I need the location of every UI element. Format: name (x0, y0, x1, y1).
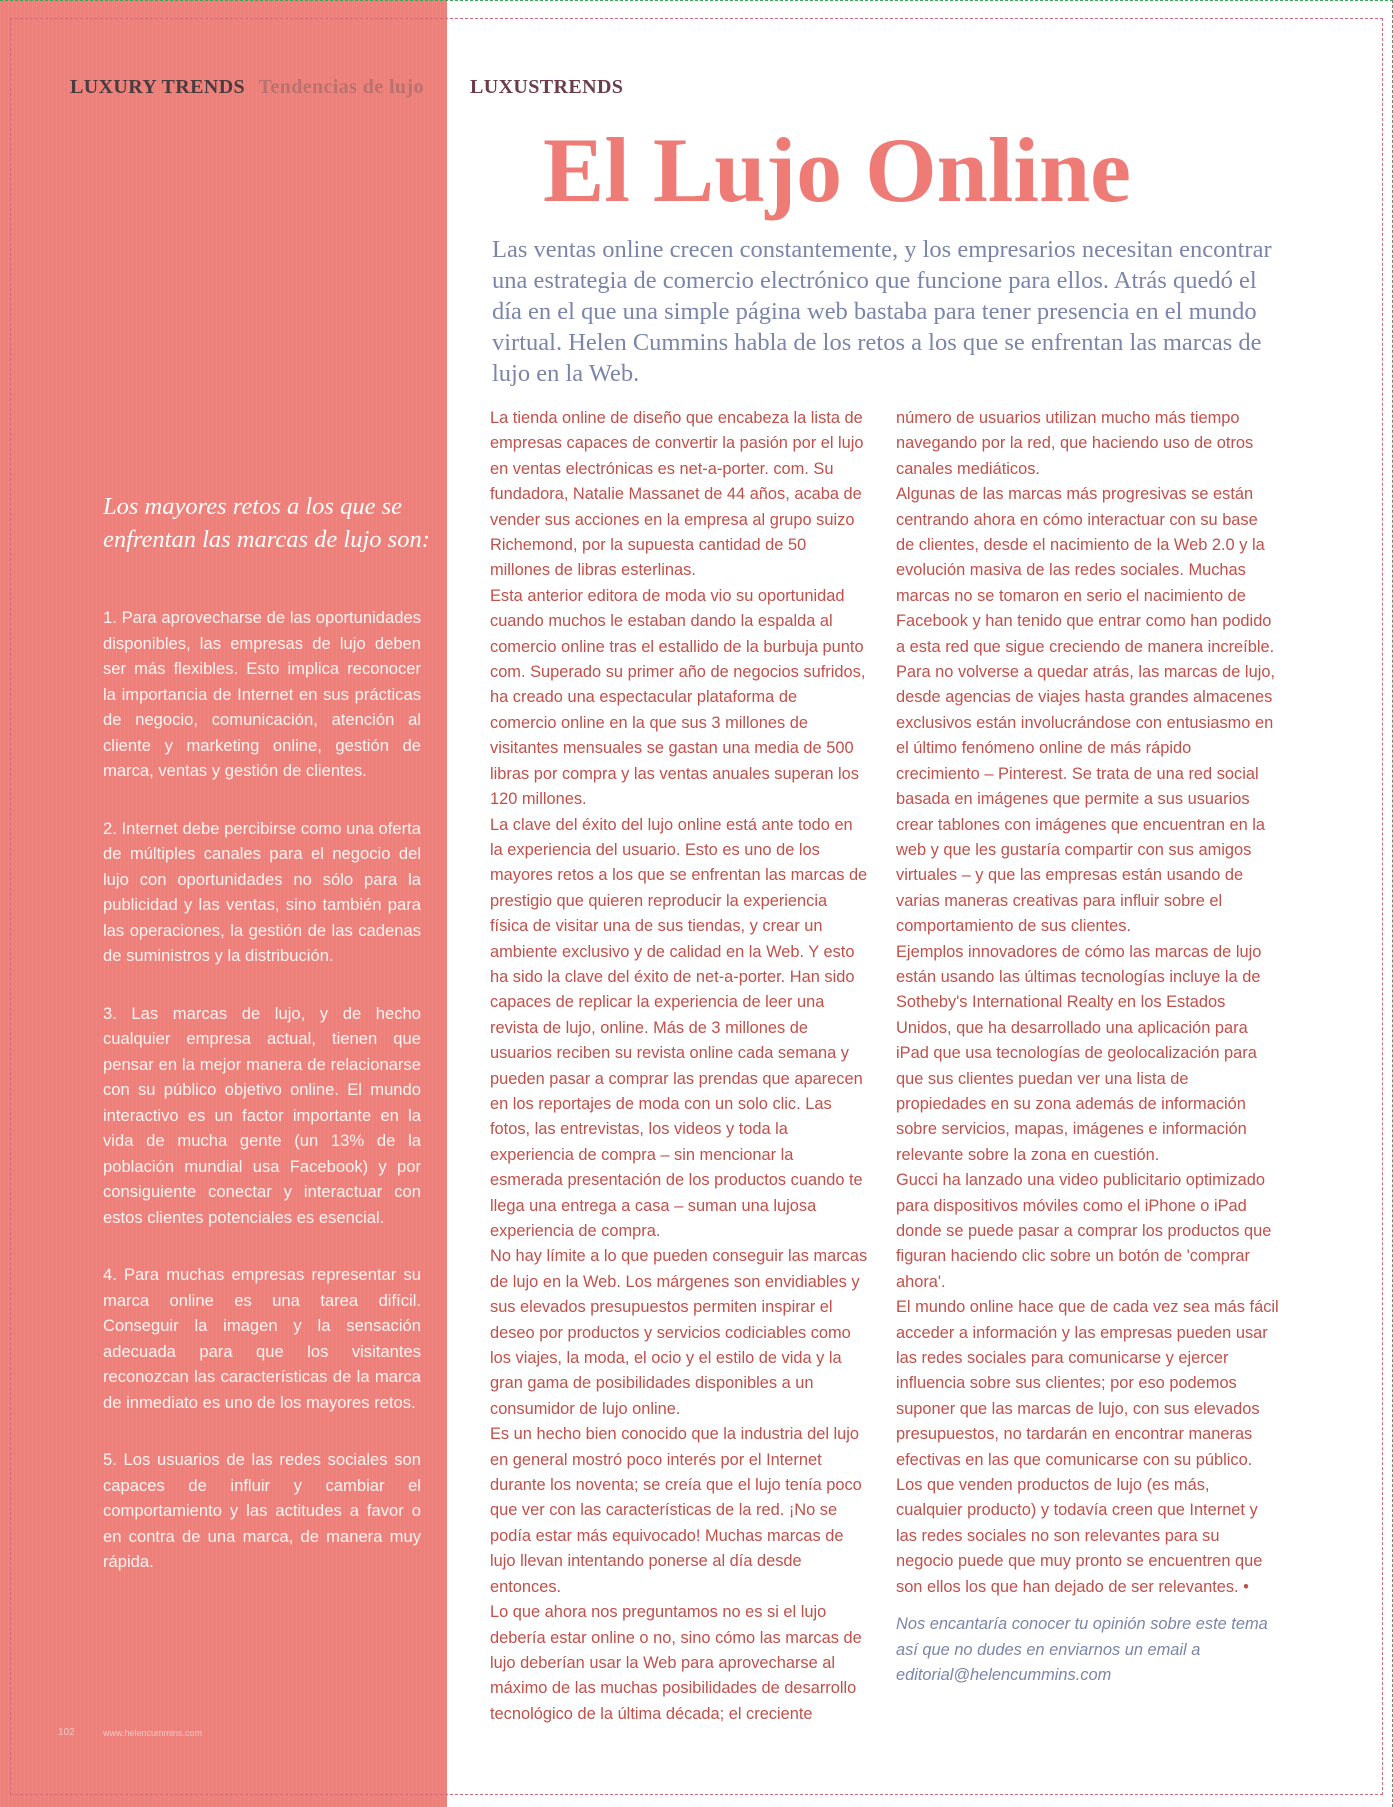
section-label-de: LUXUSTRENDS (470, 76, 624, 98)
section-header (70, 76, 624, 99)
sidebar-item: 4. Para muchas empresas representar su marca online es una tarea difícil. Conseguir la imagen y la sensación adecuada para que los visitantes reconozcan las características de la marca de inmediato es uno de los mayores retos. (103, 1265, 421, 1412)
sidebar-item: 2. Internet debe percibirse como una oferta de múltiples canales para el negocio del lujo con oportunidades no sólo para la publicidad y las ventas, sino también para las operaciones, la gestión de las cadenas de suministros y la distribución. (103, 818, 421, 965)
section-label-es: Tendencias de lujo (258, 76, 424, 98)
body-paragraph: La clave del éxito del lujo online está ante todo en la experiencia del usuario. Esto es uno de los mayores retos a los que se enfrentan las marcas de prestigio que quieren reproducir la experiencia física de visitar una de sus tiendas, y crear un ambiente exclusivo y de calidad en la Web. Y esto ha sido la clave del éxito de net-a-porter. Han sido capaces de replicar la experiencia de leer una revista de lujo, online. Más de 3 millones de usuarios reciben su revista online cada semana y pueden pasar a comprar las prendas que aparecen en los reportajes de moda con un solo clic. Las fotos, las entrevistas, los videos y toda la experiencia de compra – sin mencionar la esmerada presentación de los productos cuando te llega una entrega a casa – suman una lujosa experiencia de compra. (490, 815, 868, 1240)
body-column-2 (896, 406, 1279, 1688)
body-paragraph: Ejemplos innovadores de cómo las marcas de lujo están usando las últimas tecnologías incluye la de Sotheby's International Realty en los Estados Unidos, que ha desarrollado una aplicación para iPad que usa tecnologías de geolocalización para que sus clientes puedan ver una lista de propiedades en su zona además de información sobre servicios, mapas, imágenes e información relevante sobre la zona en cuestión. (896, 942, 1262, 1164)
article-signoff: Nos encantaría conocer tu opinión sobre este tema así que no dudes en enviarnos un email a editorial@helencummins.com (896, 1615, 1268, 1684)
section-label-en: LUXURY TRENDS (70, 76, 246, 98)
body-paragraph: Es un hecho bien conocido que la industria del lujo en general mostró poco interés por el Internet durante los noventa; se creía que el lujo tenía poco que ver con las características de la red. ¡No se podía estar más equivocado! Muchas marcas de lujo llevan intentando ponerse al día desde entonces. (490, 1425, 862, 1596)
body-paragraph: Gucci ha lanzado una video publicitario optimizado para dispositivos móviles como el iPhone o iPad donde se puede pasar a comprar los productos que figuran haciendo clic sobre un botón de 'comprar ahora'. (896, 1171, 1272, 1291)
body-paragraph: Algunas de las marcas más progresivas se están centrando ahora en cómo interactuar con su base de clientes, desde el nacimiento de la Web 2.0 y la evolución masiva de las redes sociales. Muchas marcas no se tomaron en serio el nacimiento de Facebook y han tenido que entrar como han podido a esta red que sigue creciendo de manera increíble. (896, 485, 1275, 656)
body-paragraph: número de usuarios utilizan mucho más tiempo navegando por la red, que haciendo uso de otros canales mediáticos. (896, 409, 1254, 478)
body-column-1 (490, 406, 868, 1727)
body-paragraph: Esta anterior editora de moda vio su oportunidad cuando muchos le estaban dando la espalda al comercio online tras el estallido de la burbuja punto com. Superado su primer año de negocios sufridos, ha creado una espectacular plataforma de comercio online en la que sus 3 millones de visitantes mensuales se gastan una media de 500 libras por compra y las ventas anuales superan los 120 millones. (490, 586, 866, 809)
body-paragraph: Para no volverse a quedar atrás, las marcas de lujo, desde agencias de viajes hasta grandes almacenes exclusivos están involucrándose con entusiasmo en el último fenómeno online de más rápido crecimiento – Pinterest. Se trata de una red social basada en imágenes que permite a sus usuarios crear tablones con imágenes que encuentran en la web y que les gustaría compartir con sus amigos virtuales – y que las empresas están usando de varias maneras creativas para influir sobre el comportamiento de sus clientes. (896, 663, 1276, 936)
sidebar-item: 3. Las marcas de lujo, y de hecho cualquier empresa actual, tienen que pensar en la mejor manera de relacionarse con su público objetivo online. El mundo interactivo es un factor importante en la vida de mucha gente (un 13% de la población mundial usa Facebook) y por consiguiente conectar y interactuar con estos clientes potenciales es esencial. (103, 1003, 421, 1227)
sidebar-heading: Los mayores retos a los que se enfrentan las marcas de lujo son: (103, 493, 430, 553)
body-paragraph: Los que venden productos de lujo (es más, cualquier producto) y todavía creen que Internet y las redes sociales no son relevantes para su negocio puede que muy pronto se encuentren que son ellos los que han dejado de ser relevantes. • (896, 1476, 1263, 1596)
sidebar-item: 5. Los usuarios de las redes sociales son capaces de influir y cambiar el comportamiento y las actitudes a favor o en contra de una marca, de manera muy rápida. (103, 1450, 421, 1571)
body-paragraph: No hay límite a lo que pueden conseguir las marcas de lujo en la Web. Los márgenes son envidiables y sus elevados presupuestos permiten inspirar el deseo por productos y servicios codiciables como los viajes, la moda, el ocio y el estilo de vida y la gran gama de posibilidades disponibles a un consumidor de lujo online. (490, 1247, 868, 1418)
body-paragraph: La tienda online de diseño que encabeza la lista de empresas capaces de convertir la pasión por el lujo en ventas electrónicas es net-a-porter. com. Su fundadora, Natalie Massanet de 44 años, acaba de vender sus acciones en la empresa al grupo suizo Richemond, por la supuesta cantidad de 50 millones de libras esterlinas. (490, 409, 864, 580)
article-title: El Lujo Online (543, 119, 1131, 221)
article-lede: Las ventas online crecen constantemente, y los empresarios necesitan encontrar una estrategia de comercio electrónico que funcione para ellos. Atrás quedó el día en el que una simple página web bastaba para tener presencia en el mundo virtual. Helen Cummins habla de los retos a los que se enfrentan las marcas de lujo en la Web. (492, 236, 1272, 387)
body-paragraph: El mundo online hace que de cada vez sea más fácil acceder a información y las empresas pueden usar las redes sociales para comunicarse y ejercer influencia sobre sus clientes; por eso podemos suponer que las marcas de lujo, con sus elevados presupuestos, no tardarán en encontrar maneras efectivas en las que comunicarse con su público. (896, 1298, 1279, 1469)
footer-url: www.helencummins.com (103, 1728, 203, 1738)
sidebar-item: 1. Para aprovecharse de las oportunidades disponibles, las empresas de lujo deben ser más flexibles. Esto implica reconocer la importancia de Internet en sus prácticas de negocio, comunicación, atención al cliente y marketing online, gestión de marca, ventas y gestión de clientes. (103, 608, 421, 780)
page-number: 102 (58, 1727, 75, 1738)
sidebar-list (103, 605, 421, 1607)
body-paragraph: Lo que ahora nos preguntamos no es si el lujo debería estar online o no, sino cómo las marcas de lujo deberían usar la Web para aprovecharse al máximo de las muchas posibilidades de desarrollo tecnológico de la última década; el creciente (490, 1603, 862, 1723)
